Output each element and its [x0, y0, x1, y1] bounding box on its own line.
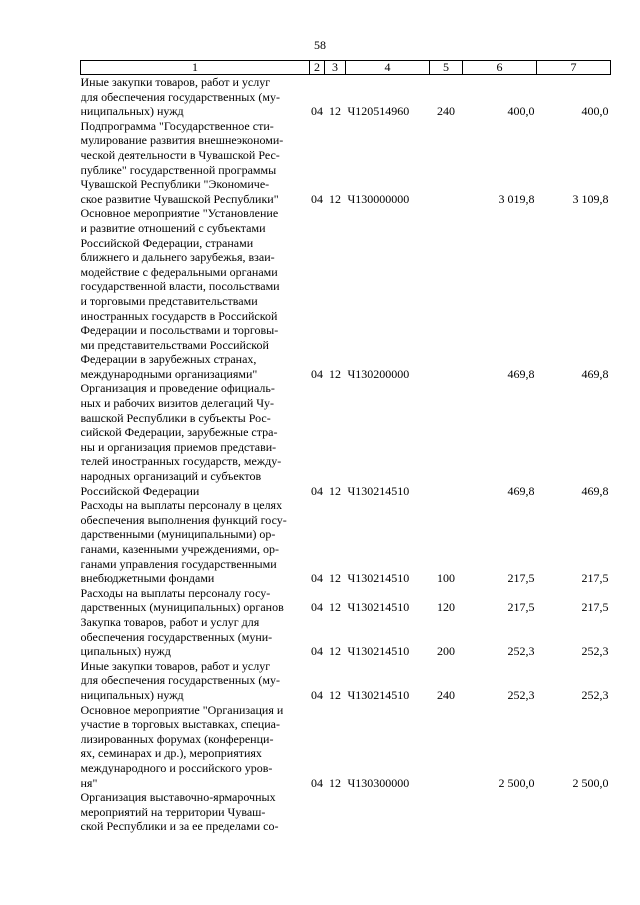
- table-header-row: [81, 61, 611, 75]
- amount-year2-cell: 217,5: [581, 600, 609, 615]
- amount-year1-cell: 217,5: [507, 571, 535, 586]
- row-name-line: иностранных государств в Российской: [80, 308, 278, 323]
- amount-year1-cell: 400,0: [507, 104, 535, 119]
- row-name-line: Закупка товаров, работ и услуг для: [80, 614, 260, 629]
- subsection-cell: 12: [329, 104, 341, 119]
- amount-year1-cell: [463, 790, 537, 834]
- section-cell: 04: [311, 644, 323, 659]
- subsection-cell: [325, 790, 346, 834]
- row-name-line: ческой деятельности в Чувашской Рес-: [80, 147, 280, 162]
- row-name-cell: [81, 75, 310, 119]
- table-row: [81, 586, 611, 615]
- row-name-line: Организация и проведение официаль-: [80, 381, 275, 396]
- row-name-cell: [81, 659, 310, 703]
- subsection-cell: 12: [329, 483, 341, 498]
- amount-year2-cell: 469,8: [581, 483, 609, 498]
- subsection-cell: 12: [329, 775, 341, 790]
- section-cell: 04: [311, 687, 323, 702]
- amount-year2-cell: 469,8: [581, 366, 609, 381]
- row-name-line: Федерации и посольствами и торговы-: [80, 323, 279, 338]
- row-name-line: и торговыми представительствами: [80, 293, 258, 308]
- subsection-cell: 12: [329, 366, 341, 381]
- table-row: [81, 381, 611, 498]
- row-name-line: ны и организация приемов представи-: [80, 439, 277, 454]
- row-name-line: мулирование развития внешнеэкономи-: [80, 133, 284, 148]
- row-name-line: для обеспечения государственных (му-: [80, 673, 280, 688]
- header-col-7: 7: [537, 61, 611, 75]
- row-name-line: дарственными (муниципальными) ор-: [80, 527, 276, 542]
- row-name-line: Чувашской Республики "Экономиче-: [80, 177, 270, 192]
- row-name-line: и развитие отношений с субъектами: [80, 220, 266, 235]
- amount-year2-cell: 252,3: [581, 644, 609, 659]
- section-cell: 04: [311, 775, 323, 790]
- table-row: [81, 119, 611, 207]
- row-name-cell: [81, 703, 310, 791]
- target-code-cell: Ч130214510: [347, 687, 410, 702]
- table-row: [81, 206, 611, 381]
- subsection-cell: 12: [329, 687, 341, 702]
- table-row: [81, 790, 611, 834]
- row-name-line: Иные закупки товаров, работ и услуг: [80, 75, 271, 89]
- amount-year1-cell: 252,3: [507, 644, 535, 659]
- row-name-line: участие в торговых выставках, специа-: [80, 717, 280, 732]
- expense-type-cell: [430, 790, 463, 834]
- subsection-cell: 12: [329, 600, 341, 615]
- row-name-line: для обеспечения государственных (му-: [80, 89, 280, 104]
- row-name-line: ниципальных) нужд: [80, 104, 184, 119]
- amount-year1-cell: 469,8: [507, 366, 535, 381]
- row-name-cell: [81, 119, 310, 207]
- subsection-cell: 12: [329, 191, 341, 206]
- row-name-line: ской Республики и за ее пределами со-: [80, 819, 279, 834]
- expense-type-cell: [430, 206, 463, 381]
- row-name-line: модействие с федеральными органами: [80, 264, 278, 279]
- row-name-line: ня": [80, 775, 98, 790]
- target-code-cell: Ч120514960: [347, 104, 410, 119]
- row-name-line: ных и рабочих визитов делегаций Чу-: [80, 396, 275, 411]
- row-name-line: государственной власти, посольствами: [80, 279, 280, 294]
- expense-type-cell: 100: [437, 571, 455, 586]
- target-code-cell: Ч130214510: [347, 483, 410, 498]
- budget-table: [80, 60, 611, 834]
- target-code-cell: [346, 790, 430, 834]
- row-name-line: ях, семинарах и др.), мероприятиях: [80, 746, 262, 761]
- row-name-line: вашской Республики в субъекты Рос-: [80, 410, 271, 425]
- row-name-line: ми представительствами Российской: [80, 337, 269, 352]
- row-name-cell: [81, 615, 310, 659]
- row-name-line: лизированных форумах (конференци-: [80, 731, 274, 746]
- row-name-line: Российской Федерации: [80, 483, 200, 498]
- row-name-line: ципальных) нужд: [80, 644, 171, 659]
- expense-type-cell: [430, 381, 463, 498]
- row-name-line: мероприятий на территории Чуваш-: [80, 804, 266, 819]
- target-code-cell: Ч130214510: [347, 600, 410, 615]
- header-col-2: 2: [310, 61, 325, 75]
- expense-type-cell: [430, 703, 463, 791]
- header-col-4: 4: [346, 61, 430, 75]
- section-cell: 04: [311, 571, 323, 586]
- table-row: [81, 498, 611, 586]
- amount-year2-cell: 400,0: [581, 104, 609, 119]
- row-name-line: международного и российского уров-: [80, 760, 273, 775]
- header-col-6: 6: [463, 61, 537, 75]
- subsection-cell: 12: [329, 644, 341, 659]
- target-code-cell: Ч130300000: [347, 775, 410, 790]
- expense-type-cell: [430, 119, 463, 207]
- row-name-line: народных организаций и субъектов: [80, 469, 262, 484]
- row-name-line: ское развитие Чувашской Республики": [80, 191, 279, 206]
- row-name-line: публике" государственной программы: [80, 162, 277, 177]
- row-name-line: Организация выставочно-ярмарочных: [80, 790, 276, 805]
- header-col-3: 3: [325, 61, 346, 75]
- row-name-line: ганами, казенными учреждениями, ор-: [80, 542, 279, 556]
- row-name-line: обеспечения выполнения функций госу-: [80, 512, 287, 527]
- amount-year2-cell: 252,3: [581, 687, 609, 702]
- amount-year1-cell: 252,3: [507, 687, 535, 702]
- section-cell: 04: [311, 191, 323, 206]
- row-name-line: Федерации в зарубежных странах,: [80, 352, 257, 367]
- amount-year1-cell: 217,5: [507, 600, 535, 615]
- table-row: [81, 75, 611, 119]
- amount-year2-cell: 2 500,0: [572, 775, 609, 790]
- row-name-line: Иные закупки товаров, работ и услуг: [80, 658, 271, 673]
- header-col-1: 1: [81, 61, 310, 75]
- subsection-cell: 12: [329, 571, 341, 586]
- expense-type-cell: 240: [437, 687, 455, 702]
- row-name-line: телей иностранных государств, между-: [80, 454, 282, 469]
- section-cell: 04: [311, 483, 323, 498]
- row-name-line: Расходы на выплаты персоналу в целях: [80, 498, 283, 513]
- table-row: [81, 659, 611, 703]
- row-name-line: ганами управления государственными: [80, 556, 277, 571]
- row-name-line: внебюджетными фондами: [80, 571, 215, 586]
- row-name-line: дарственных (муниципальных) органов: [80, 600, 284, 615]
- row-name-cell: [81, 206, 310, 381]
- amount-year2-cell: 217,5: [581, 571, 609, 586]
- section-cell: 04: [311, 600, 323, 615]
- target-code-cell: Ч130214510: [347, 644, 410, 659]
- amount-year2-cell: 3 109,8: [572, 191, 609, 206]
- row-name-line: Российской Федерации, странами: [80, 235, 254, 250]
- header-col-5: 5: [430, 61, 463, 75]
- row-name-line: Основное мероприятие "Организация и: [80, 702, 284, 717]
- target-code-cell: Ч130000000: [347, 191, 410, 206]
- row-name-line: Подпрограмма "Государственное сти-: [80, 118, 274, 133]
- section-cell: [310, 790, 325, 834]
- amount-year1-cell: 3 019,8: [498, 191, 535, 206]
- row-name-cell: [81, 498, 310, 586]
- row-name-cell: [81, 790, 310, 834]
- row-name-line: Расходы на выплаты персоналу госу-: [80, 585, 271, 600]
- table-row: [81, 615, 611, 659]
- page-number: 58: [314, 38, 326, 52]
- target-code-cell: Ч130200000: [347, 366, 410, 381]
- row-name-line: Основное мероприятие "Установление: [80, 206, 279, 221]
- table-row: [81, 703, 611, 791]
- target-code-cell: Ч130214510: [347, 571, 410, 586]
- row-name-line: ниципальных) нужд: [80, 687, 184, 702]
- amount-year1-cell: 469,8: [507, 483, 535, 498]
- expense-type-cell: 240: [437, 104, 455, 119]
- row-name-line: обеспечения государственных (муни-: [80, 629, 273, 644]
- row-name-line: ближнего и дальнего зарубежья, взаи-: [80, 250, 275, 265]
- expense-type-cell: 200: [437, 644, 455, 659]
- row-name-line: международными организациями": [80, 366, 258, 381]
- row-name-cell: [81, 381, 310, 498]
- row-name-line: сийской Федерации, зарубежные стра-: [80, 425, 278, 440]
- section-cell: 04: [311, 104, 323, 119]
- amount-year1-cell: 2 500,0: [498, 775, 535, 790]
- section-cell: 04: [311, 366, 323, 381]
- expense-type-cell: 120: [437, 600, 455, 615]
- row-name-cell: [81, 586, 310, 615]
- amount-year2-cell: [537, 790, 611, 834]
